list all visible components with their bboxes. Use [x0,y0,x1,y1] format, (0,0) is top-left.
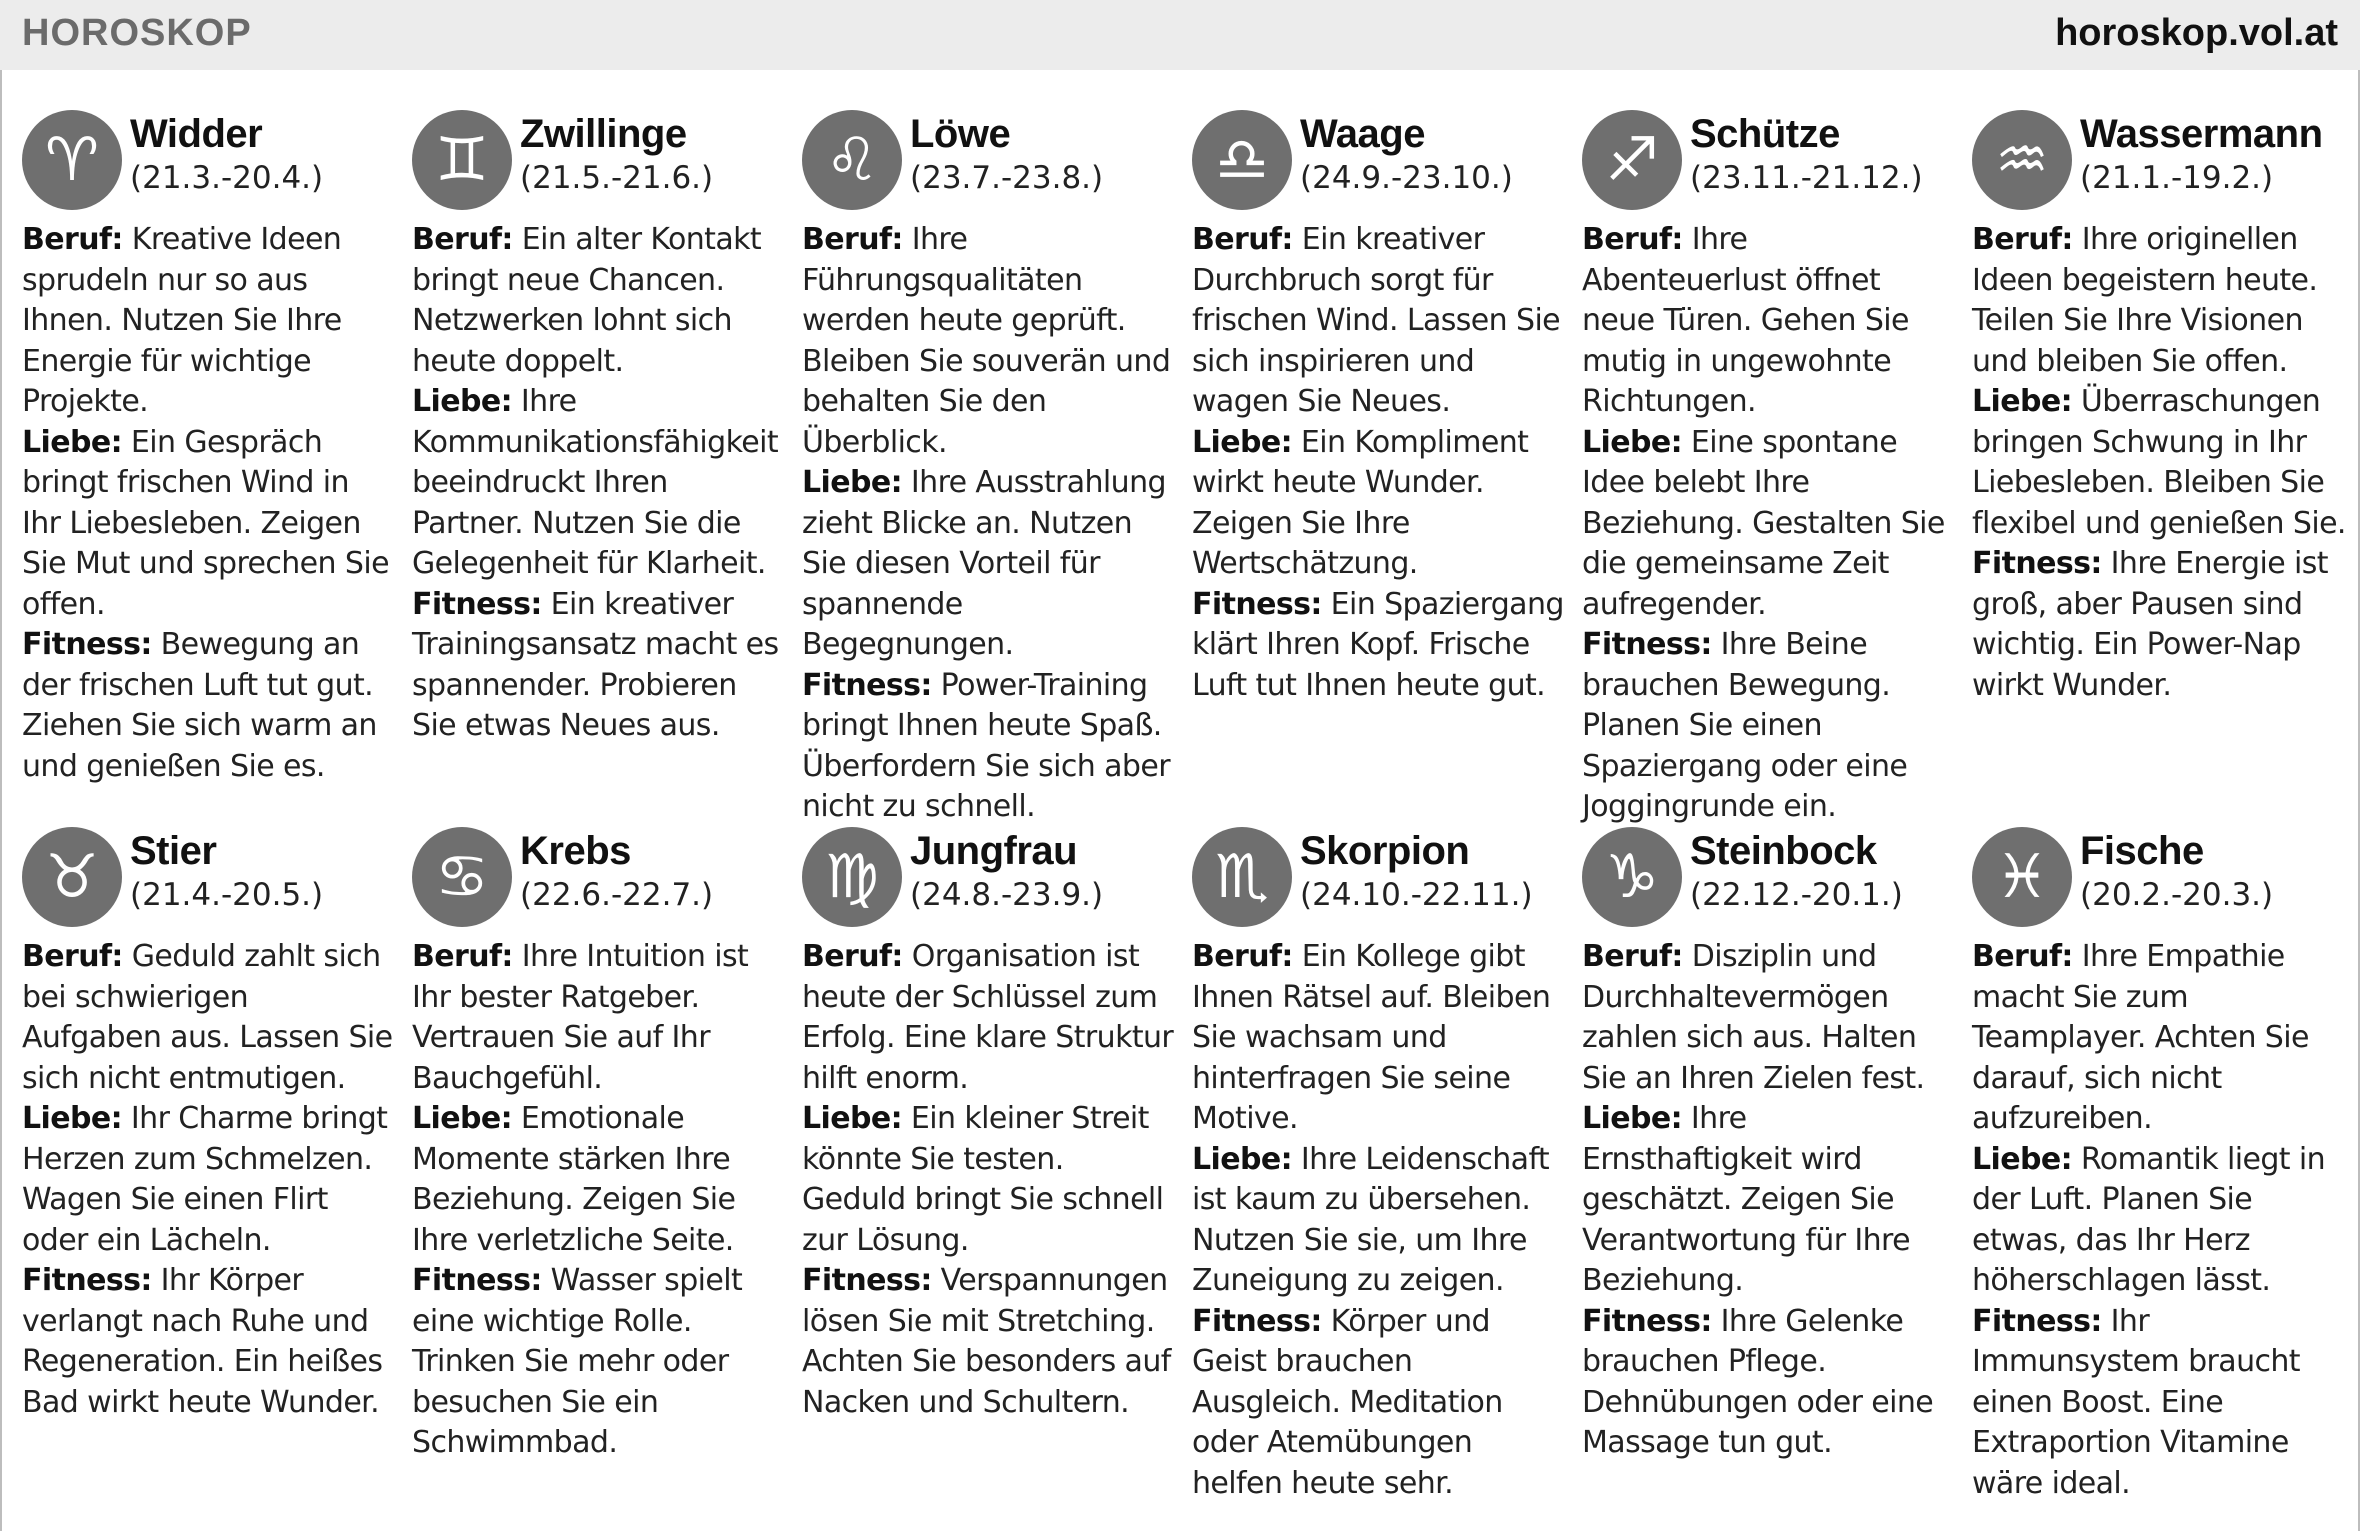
liebe-text: Ihre Kommunikationsfähigkeit beeindruckt Ihren Partner. Nutzen Sie die Gelegenheit für Klarheit. [412,384,779,581]
beruf-label: Beruf: [802,222,903,257]
liebe-text: Ihre Ernsthaftigkeit wird geschätzt. Zeigen Sie Verantwortung für Ihre Beziehung. [1582,1101,1910,1298]
liebe-text: Eine spontane Idee belebt Ihre Beziehung. Gestalten Sie die gemeinsame Zeit aufregender. [1582,424,1945,622]
fitness-label: Fitness: [22,1263,152,1298]
sign-name: Zwillinge [520,112,687,156]
beruf-label: Beruf: [1192,222,1293,257]
sign-5 [1972,110,2346,706]
sign-dates: (20.2.-20.3.) [2080,877,2274,913]
bull-icon [22,827,122,927]
sign-0 [22,110,396,787]
sign-8 [802,827,1176,1423]
fitness-text: Ihr Körper verlangt nach Ruhe und Regeneration. Ein heißes Bad wirkt heute Wunder. [22,1263,383,1420]
beruf-text: Ihre Empathie macht Sie zum Teamplayer. Achten Sie darauf, sich nicht aufzureiben. [1972,939,2309,1136]
fitness-label: Fitness: [1972,546,2102,581]
sign-name: Schütze [1690,112,1840,156]
liebe-label: Liebe: [22,1101,122,1136]
beruf-label: Beruf: [412,222,513,257]
zodiac-glyph: ♎ [1215,125,1269,195]
sign-name: Löwe [910,112,1011,156]
liebe-label: Liebe: [1192,424,1292,460]
scorpion-icon [1192,827,1292,927]
fitness-text: Ein kreativer Trainingsansatz macht es spannender. Probieren Sie etwas Neues aus. [412,586,779,743]
frame-border-left [0,70,2,1531]
sign-dates: (22.6.-22.7.) [520,877,714,913]
sign-header [1192,110,1566,220]
beruf-label: Beruf: [1972,222,2073,257]
sign-text [1582,937,1956,1464]
ram-icon [22,110,122,210]
sign-header [802,827,1176,937]
sign-name: Fische [2080,829,2204,873]
section-title: HOROSKOP [22,12,252,54]
liebe-label: Liebe: [1972,384,2072,419]
zodiac-glyph: ♊ [435,125,489,195]
lion-icon [802,110,902,210]
sign-text [1582,220,1956,828]
liebe-text: Ihre Leidenschaft ist kaum zu übersehen. Nutzen Sie sie, um Ihre Zuneigung zu zeigen. [1192,1141,1550,1298]
zodiac-glyph: ♋ [435,842,489,912]
fitness-label: Fitness: [22,627,152,662]
sign-name: Krebs [520,829,631,873]
fitness-text: Körper und Geist brauchen Ausgleich. Meditation oder Atemübungen helfen heute sehr. [1192,1303,1503,1501]
sign-text [1972,220,2346,706]
sign-name: Steinbock [1690,829,1877,873]
archer-icon [1582,110,1682,210]
sign-text [22,220,396,787]
sign-name: Waage [1300,112,1425,156]
fitness-label: Fitness: [412,586,542,622]
liebe-label: Liebe: [802,465,902,500]
beruf-text: Ihre Führungsqualitäten werden heute geprüft. Bleiben Sie souverän und behalten Sie den Überblick. [802,222,1171,460]
fitness-label: Fitness: [1192,1303,1322,1339]
sign-6 [22,827,396,1423]
beruf-text: Kreative Ideen sprudeln nur so aus Ihnen. Nutzen Sie Ihre Energie für wichtige Projekte. [22,222,342,419]
liebe-label: Liebe: [412,384,512,419]
sign-header [412,110,786,220]
sign-header [1192,827,1566,937]
sign-text [22,937,396,1423]
beruf-label: Beruf: [412,939,513,974]
scales-icon [1192,110,1292,210]
beruf-text: Ihre Abenteuerlust öffnet neue Türen. Gehen Sie mutig in ungewohnte Richtungen. [1582,222,1909,419]
liebe-label: Liebe: [802,1101,902,1136]
beruf-text: Disziplin und Durchhaltevermögen zahlen sich aus. Halten Sie an Ihren Zielen fest. [1582,939,1925,1096]
fitness-text: Power-Training bringt Ihnen heute Spaß. Überfordern Sie sich aber nicht zu schnell. [802,667,1170,824]
sign-text [1192,937,1566,1504]
liebe-label: Liebe: [22,424,122,460]
liebe-text: Ihre Ausstrahlung zieht Blicke an. Nutzen Sie diesen Vorteil für spannende Begegnungen. [802,465,1166,662]
fitness-text: Bewegung an der frischen Luft tut gut. Ziehen Sie sich warm an und genießen Sie es. [22,627,377,784]
fitness-label: Fitness: [1192,586,1322,622]
fitness-text: Wasser spielt eine wichtige Rolle. Trinken Sie mehr oder besuchen Sie ein Schwimmbad. [412,1263,743,1460]
fitness-label: Fitness: [1582,627,1712,662]
sign-header [22,827,396,937]
beruf-label: Beruf: [22,939,123,974]
sign-text [1192,220,1566,706]
sign-header [412,827,786,937]
zodiac-glyph: ♑ [1605,842,1659,912]
site-url[interactable]: horoskop.vol.at [2055,12,2338,54]
liebe-text: Ein Kompliment wirkt heute Wunder. Zeigen Sie Ihre Wertschätzung. [1192,424,1529,581]
liebe-text: Überraschungen bringen Schwung in Ihr Liebesleben. Bleiben Sie flexibel und genießen Sie. [1972,384,2346,541]
sign-2 [802,110,1176,828]
beruf-text: Ihre Intuition ist Ihr bester Ratgeber. Vertrauen Sie auf Ihr Bauchgefühl. [412,939,749,1096]
sign-3 [1192,110,1566,706]
sign-11 [1972,827,2346,1504]
fitness-text: Ihre Energie ist groß, aber Pausen sind wichtig. Ein Power-Nap wirkt Wunder. [1972,546,2328,703]
liebe-label: Liebe: [412,1101,512,1136]
zodiac-glyph: ♈ [45,125,99,195]
sign-4 [1582,110,1956,828]
beruf-label: Beruf: [1192,939,1293,974]
sign-dates: (21.4.-20.5.) [130,877,324,913]
liebe-label: Liebe: [1192,1141,1292,1177]
sign-text [1972,937,2346,1504]
beruf-text: Organisation ist heute der Schlüssel zum Erfolg. Eine klare Struktur hilft enorm. [802,939,1174,1096]
water-bearer-icon [1972,110,2072,210]
sign-text [412,220,786,747]
twins-icon [412,110,512,210]
crab-icon [412,827,512,927]
beruf-label: Beruf: [1972,939,2073,974]
beruf-label: Beruf: [1582,939,1683,974]
virgin-icon [802,827,902,927]
sign-dates: (24.8.-23.9.) [910,877,1104,913]
sign-dates: (21.3.-20.4.) [130,160,324,196]
sign-dates: (21.5.-21.6.) [520,160,714,196]
zodiac-glyph: ♐ [1605,125,1659,195]
sign-header [1582,827,1956,937]
liebe-text: Romantik liegt in der Luft. Planen Sie etwas, das Ihr Herz höherschlagen lässt. [1972,1141,2326,1298]
beruf-label: Beruf: [1582,222,1683,257]
zodiac-glyph: ♏ [1215,842,1269,912]
sign-dates: (23.7.-23.8.) [910,160,1104,196]
sign-header [802,110,1176,220]
sign-name: Stier [130,829,217,873]
zodiac-glyph: ♒ [1995,125,2049,195]
sign-9 [1192,827,1566,1504]
beruf-text: Ein kreativer Durchbruch sorgt für frischen Wind. Lassen Sie sich inspirieren und wagen Sie Neues. [1192,222,1561,419]
header-bar [0,0,2360,70]
fitness-text: Ein Spaziergang klärt Ihren Kopf. Frische Luft tut Ihnen heute gut. [1192,586,1564,703]
liebe-text: Emotionale Momente stärken Ihre Beziehung. Zeigen Sie Ihre verletzliche Seite. [412,1101,736,1258]
sign-name: Jungfrau [910,829,1078,873]
goat-icon [1582,827,1682,927]
beruf-text: Ein alter Kontakt bringt neue Chancen. Netzwerken lohnt sich heute doppelt. [412,222,762,379]
sign-dates: (23.11.-21.12.) [1690,160,1923,196]
beruf-text: Geduld zahlt sich bei schwierigen Aufgaben aus. Lassen Sie sich nicht entmutigen. [22,939,393,1096]
fitness-text: Verspannungen lösen Sie mit Stretching. Achten Sie besonders auf Nacken und Schultern. [802,1263,1171,1420]
fitness-label: Fitness: [1582,1303,1712,1339]
fitness-label: Fitness: [1972,1303,2102,1339]
beruf-text: Ein Kollege gibt Ihnen Rätsel auf. Bleiben Sie wachsam und hinterfragen Sie seine Motive. [1192,939,1551,1136]
fitness-label: Fitness: [802,667,932,703]
liebe-text: Ein kleiner Streit könnte Sie testen. Geduld bringt Sie schnell zur Lösung. [802,1101,1164,1258]
zodiac-glyph: ♓ [1995,842,2049,912]
sign-name: Widder [130,112,263,156]
fitness-text: Ihre Beine brauchen Bewegung. Planen Sie einen Spaziergang oder eine Joggingrunde ein. [1582,627,1908,824]
beruf-label: Beruf: [22,222,123,257]
sign-dates: (24.10.-22.11.) [1300,877,1533,913]
fish-icon [1972,827,2072,927]
sign-name: Wassermann [2080,112,2323,156]
sign-header [1972,827,2346,937]
liebe-text: Ihr Charme bringt Herzen zum Schmelzen. Wagen Sie einen Flirt oder ein Lächeln. [22,1101,388,1258]
sign-text [802,937,1176,1423]
sign-dates: (22.12.-20.1.) [1690,877,1903,913]
liebe-label: Liebe: [1582,1101,1682,1136]
sign-header [22,110,396,220]
sign-1 [412,110,786,747]
sign-dates: (21.1.-19.2.) [2080,160,2274,196]
fitness-label: Fitness: [412,1263,542,1298]
sign-dates: (24.9.-23.10.) [1300,160,1513,196]
sign-10 [1582,827,1956,1464]
liebe-text: Ein Gespräch bringt frischen Wind in Ihr Liebesleben. Zeigen Sie Mut und sprechen Sie offen. [22,424,389,622]
sign-header [1972,110,2346,220]
sign-header [1582,110,1956,220]
fitness-text: Ihre Gelenke brauchen Pflege. Dehnübungen oder eine Massage tun gut. [1582,1303,1934,1460]
zodiac-glyph: ♌ [825,125,879,195]
sign-text [412,937,786,1464]
liebe-label: Liebe: [1972,1141,2072,1177]
fitness-label: Fitness: [802,1263,932,1298]
fitness-text: Ihr Immunsystem braucht einen Boost. Eine Extraportion Vitamine wäre ideal. [1972,1303,2300,1501]
liebe-label: Liebe: [1582,424,1682,460]
zodiac-glyph: ♉ [45,842,99,912]
sign-name: Skorpion [1300,829,1470,873]
zodiac-glyph: ♍ [825,842,879,912]
sign-7 [412,827,786,1464]
beruf-text: Ihre originellen Ideen begeistern heute. Teilen Sie Ihre Visionen und bleiben Sie offen. [1972,222,2318,379]
sign-text [802,220,1176,828]
beruf-label: Beruf: [802,939,903,974]
